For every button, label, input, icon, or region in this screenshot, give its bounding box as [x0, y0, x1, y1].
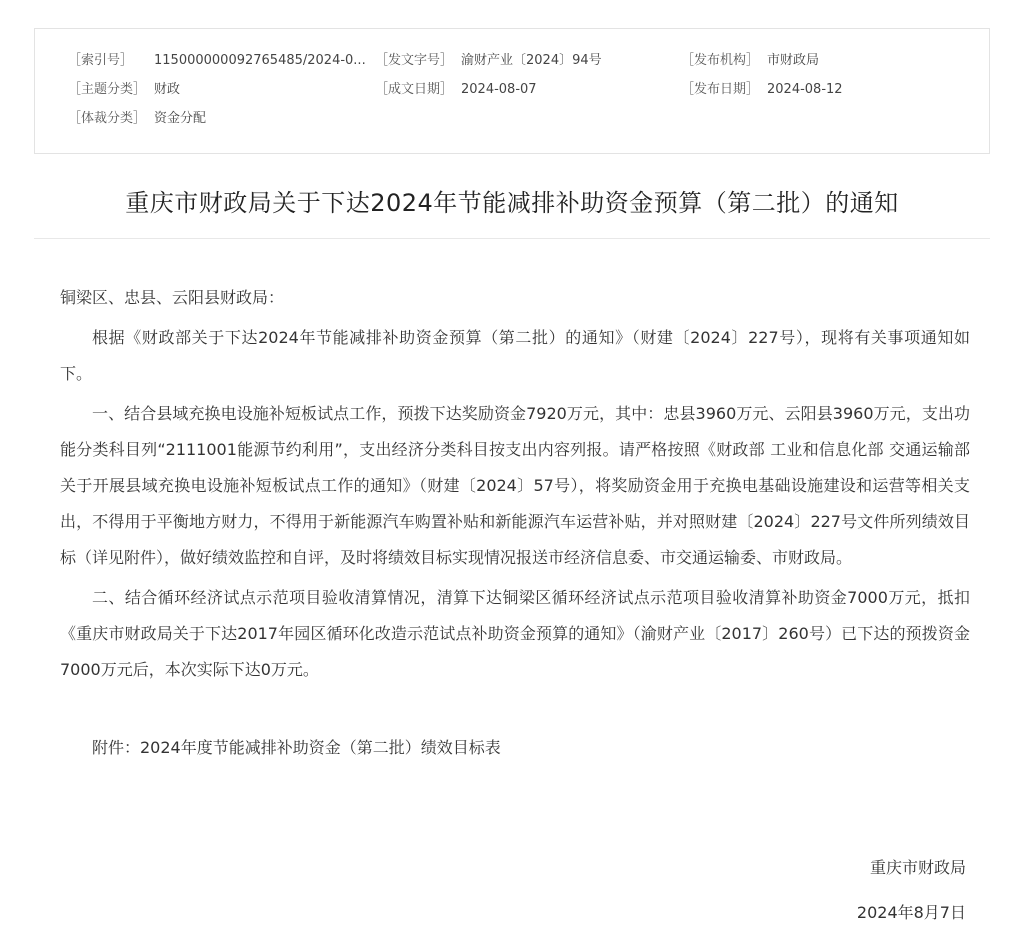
meta-genre-value: 资金分配 — [154, 111, 207, 126]
meta-topic — [68, 81, 181, 99]
meta-genre-label: ［体裁分类］ — [68, 111, 147, 126]
meta-publish-date-value: 2024-08-12 — [767, 82, 843, 97]
meta-doc-no-label: ［发文字号］ — [375, 53, 454, 68]
paragraph-item-two: 二、结合循环经济试点示范项目验收清算情况，清算下达铜梁区循环经济试点示范项目验收清算补助资金7000万元，抵扣《重庆市财政局关于下达2017年园区循环化改造示范试点补助资金预算的通知》（渝财产业〔2017〕260号）已下达的预拨资金7000万元后，本次实际下达0万元。 — [60, 588, 970, 679]
meta-index-no-value: 115000000092765485/2024-0... — [154, 53, 366, 68]
meta-topic-label: ［主题分类］ — [68, 82, 147, 97]
meta-publish-date-label: ［发布日期］ — [681, 82, 760, 97]
meta-issuer-label: ［发布机构］ — [681, 53, 760, 68]
meta-index-no-label: ［索引号］ — [68, 53, 134, 68]
meta-issuer-value: 市财政局 — [767, 53, 820, 68]
meta-doc-no-value: 渝财产业〔2024〕94号 — [461, 53, 602, 68]
attachment-link[interactable]: 附件：2024年度节能减排补助资金（第二批）绩效目标表 — [92, 738, 501, 757]
meta-genre — [68, 110, 207, 128]
document-title: 重庆市财政局关于下达2024年节能减排补助资金预算（第二批）的通知 — [125, 189, 899, 217]
title-divider — [34, 238, 990, 239]
meta-written-date-value: 2024-08-07 — [461, 82, 537, 97]
meta-index-no — [68, 52, 366, 70]
sign-date: 2024年8月7日 — [856, 903, 966, 922]
meta-publish-date — [681, 81, 843, 99]
meta-topic-value: 财政 — [154, 82, 181, 97]
document-metadata-panel — [34, 28, 990, 154]
document-body — [60, 280, 970, 766]
paragraph-item-one: 一、结合县域充换电设施补短板试点工作，预拨下达奖励资金7920万元，其中：忠县3960万元、云阳县3960万元，支出功能分类科目列“2111001能源节约利用”，支出经济分类科目按支出内容列报。请严格按照《财政部 工业和信息化部 交通运输部关于开展县域充换电设施补短板试点工作的通知》（财建〔2024〕57号），将奖励资金用于充换电基础设施建设和运营等相关支出，不得用于平衡地方财力，不得用于新能源汽车购置补贴和新能源汽车运营补贴，并对照财建〔2024〕227号文件所列绩效目标（详见附件），做好绩效监控和自评，及时将绩效目标实现情况报送市经济信息委、市交通运输委、市财政局。 — [60, 404, 970, 567]
paragraph-intro: 根据《财政部关于下达2024年节能减排补助资金预算（第二批）的通知》（财建〔2024〕227号），现将有关事项通知如下。 — [60, 328, 970, 383]
meta-written-date-label: ［成文日期］ — [375, 82, 454, 97]
meta-written-date — [375, 81, 537, 99]
meta-issuer — [681, 52, 820, 70]
signer: 重庆市财政局 — [869, 858, 966, 877]
salutation: 铜梁区、忠县、云阳县财政局： — [60, 288, 285, 307]
meta-doc-no — [375, 52, 602, 70]
